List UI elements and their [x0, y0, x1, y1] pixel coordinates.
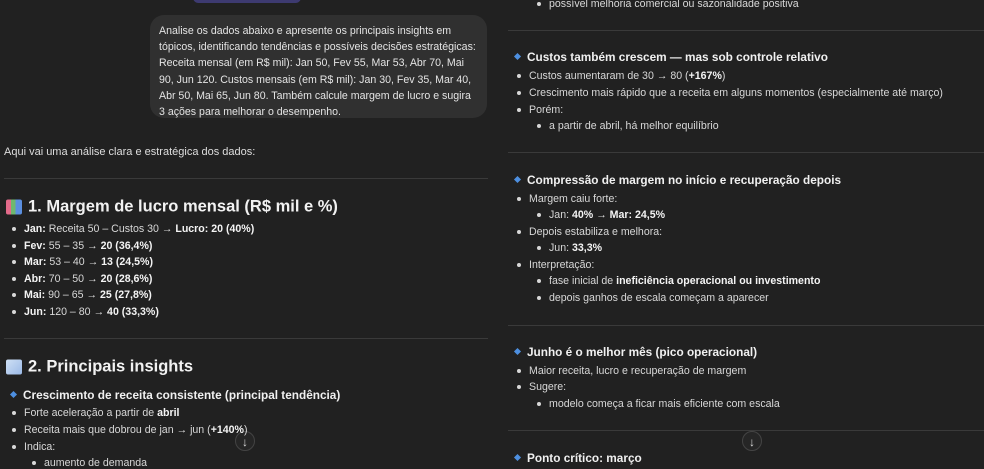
text: Ponto crítico: março [527, 451, 642, 465]
list-item [529, 365, 746, 377]
sub-list-item [549, 398, 780, 410]
bullet-icon [517, 230, 521, 234]
text: 53 – 40 → [46, 256, 102, 268]
divider [508, 325, 984, 326]
text: possível melhoria comercial ou sazonalidade positiva [549, 0, 799, 10]
list-item [24, 407, 179, 419]
text: 70 – 50 → [45, 273, 101, 285]
bullet-icon [12, 260, 16, 264]
bold-text: Abr: [24, 273, 46, 285]
bold-text: Fev: [24, 240, 46, 252]
list-item [24, 424, 248, 436]
bold-text: 25 (27,8%) [99, 289, 152, 301]
text: modelo começa a ficar mais eficiente com escala [549, 398, 780, 410]
text: Forte aceleração a partir de [24, 407, 158, 419]
arrow-down-icon: ↓ [749, 435, 755, 449]
text: Jun: [549, 242, 572, 254]
bullet-icon [517, 369, 521, 373]
bullet-icon [517, 263, 521, 267]
bullet-icon [537, 279, 541, 283]
bullet-icon [537, 124, 541, 128]
bullet-icon [12, 293, 16, 297]
list-item [24, 240, 152, 252]
text: Margem caiu forte: [529, 193, 618, 205]
insight-heading [527, 173, 841, 187]
divider [508, 152, 984, 153]
text: Sugere: [529, 381, 567, 393]
chat-panel-right [492, 0, 984, 466]
bold-text: +167% [688, 70, 722, 82]
list-item [529, 226, 662, 238]
list-item [529, 193, 617, 205]
diamond-bullet-icon [514, 176, 521, 183]
bold-text: Jan: [24, 223, 46, 235]
text: Compressão de margem no início e recuperação depois [527, 173, 842, 187]
bullet-icon [12, 411, 16, 415]
divider [508, 430, 984, 431]
bullet-icon [517, 91, 521, 95]
diamond-bullet-icon [514, 348, 521, 355]
divider [4, 178, 488, 179]
insight-heading [527, 451, 642, 465]
bold-text: abril [157, 407, 180, 419]
paragraph [4, 146, 255, 158]
text: Indica: [24, 441, 56, 453]
bold-text: 13 (24,5%) [101, 256, 153, 268]
text: Crescimento de receita consistente (principal tendência) [23, 388, 341, 402]
insight-heading [527, 345, 757, 359]
top-element[interactable] [193, 0, 301, 3]
bullet-icon [12, 244, 16, 248]
bullet-icon [12, 445, 16, 449]
text: Junho é o melhor mês (pico operacional) [527, 345, 758, 359]
text: Interpretação: [529, 259, 595, 271]
list-item [24, 306, 159, 318]
sub-list-item [549, 292, 769, 304]
insight-heading [23, 388, 340, 402]
list-item [24, 223, 254, 235]
sub-list-item [549, 120, 719, 132]
bullet-icon [537, 2, 541, 6]
insight-heading [527, 50, 828, 64]
text: → [593, 209, 610, 221]
bullet-icon [517, 108, 521, 112]
sub-list-item [549, 275, 820, 287]
bold-text: ineficiência operacional ou investimento [616, 275, 821, 287]
text: Maior receita, lucro e recuperação de margem [529, 365, 747, 377]
text: ) [243, 424, 248, 436]
diamond-bullet-icon [514, 454, 521, 461]
text: Receita 50 – Custos 30 → [45, 223, 176, 235]
list-item [529, 104, 563, 116]
text: 120 – 80 → [46, 306, 108, 318]
text: a partir de abril, há melhor equilíbrio [549, 120, 719, 132]
bold-text: 20 (36,4%) [100, 240, 153, 252]
diamond-bullet-icon [514, 53, 521, 60]
bullet-icon [32, 461, 36, 465]
text: Custos aumentaram de 30 → 80 ( [529, 70, 689, 82]
text: 1. Margem de lucro mensal (R$ mil e %) [28, 197, 338, 216]
bullet-icon [12, 428, 16, 432]
text: Crescimento mais rápido que a receita em alguns momentos (especialmente até março) [529, 87, 943, 99]
divider [508, 30, 984, 31]
line-chart-icon [6, 360, 22, 375]
text: aumento de demanda [44, 457, 148, 469]
text: Depois estabiliza e melhora: [529, 226, 663, 238]
divider [4, 338, 488, 339]
bullet-icon [517, 74, 521, 78]
text: Custos também crescem — mas sob controle relativo [527, 50, 828, 64]
bullet-icon [537, 246, 541, 250]
list-item [24, 256, 153, 268]
bold-text: 40 (33,3%) [107, 306, 159, 318]
sub-list-item [549, 209, 665, 221]
user-message-bubble: Analise os dados abaixo e apresente os principais insights em tópicos, identificando tendências e possíveis decisões estratégicas: Receita mensal (em R$ mil): Jan 50, Fev 55, Mar 53, Abr 70, Mai 90, Jun 120. Custos mensais (em R$ mil): Jan 30, Fev 35, Mar 40, Abr 50, Mai 65, Jun 80. Também calcule margem de lucro e sugira 3 ações para melhorar o desempenho. [150, 15, 487, 118]
text: Aqui vai uma análise clara e estratégica dos dados: [4, 146, 256, 158]
bar-chart-icon [6, 200, 22, 215]
arrow-down-icon: ↓ [242, 435, 248, 449]
text: Receita mais que dobrou de jan → jun ( [24, 424, 211, 436]
list-item [529, 87, 943, 99]
bold-text: Lucro: 20 (40%) [175, 223, 255, 235]
text: Porém: [529, 104, 564, 116]
section-heading [6, 358, 193, 377]
text: Jan: [549, 209, 572, 221]
sub-list-item [44, 457, 147, 469]
list-item [529, 381, 566, 393]
bullet-icon [517, 385, 521, 389]
bullet-icon [12, 227, 16, 231]
list-item [24, 273, 152, 285]
text: depois ganhos de escala começam a aparecer [549, 292, 769, 304]
bold-text: 40% [571, 209, 594, 221]
section-heading [6, 198, 338, 217]
bold-text: Mar: [24, 256, 47, 268]
bold-text: 20 (28,6%) [100, 273, 153, 285]
list-item [529, 70, 725, 82]
bullet-icon [12, 277, 16, 281]
text: 2. Principais insights [28, 357, 194, 376]
sub-list-item [549, 242, 602, 254]
text: fase inicial de [549, 275, 617, 287]
list-item [24, 289, 152, 301]
diamond-bullet-icon [10, 391, 17, 398]
bold-text: +140% [210, 424, 244, 436]
bullet-icon [537, 296, 541, 300]
scroll-down-button[interactable] [742, 431, 762, 451]
bold-text: 33,3% [571, 242, 603, 254]
sub-list-item [549, 0, 799, 10]
list-item [24, 441, 55, 453]
text: 55 – 35 → [45, 240, 101, 252]
bold-text: Mai: [24, 289, 46, 301]
list-item [529, 259, 594, 271]
bold-text: Jun: [24, 306, 47, 318]
bullet-icon [537, 213, 541, 217]
bullet-icon [517, 197, 521, 201]
text: ) [721, 70, 726, 82]
bold-text: Mar: 24,5% [609, 209, 666, 221]
bullet-icon [537, 402, 541, 406]
bullet-icon [12, 310, 16, 314]
text: 90 – 65 → [45, 289, 100, 301]
